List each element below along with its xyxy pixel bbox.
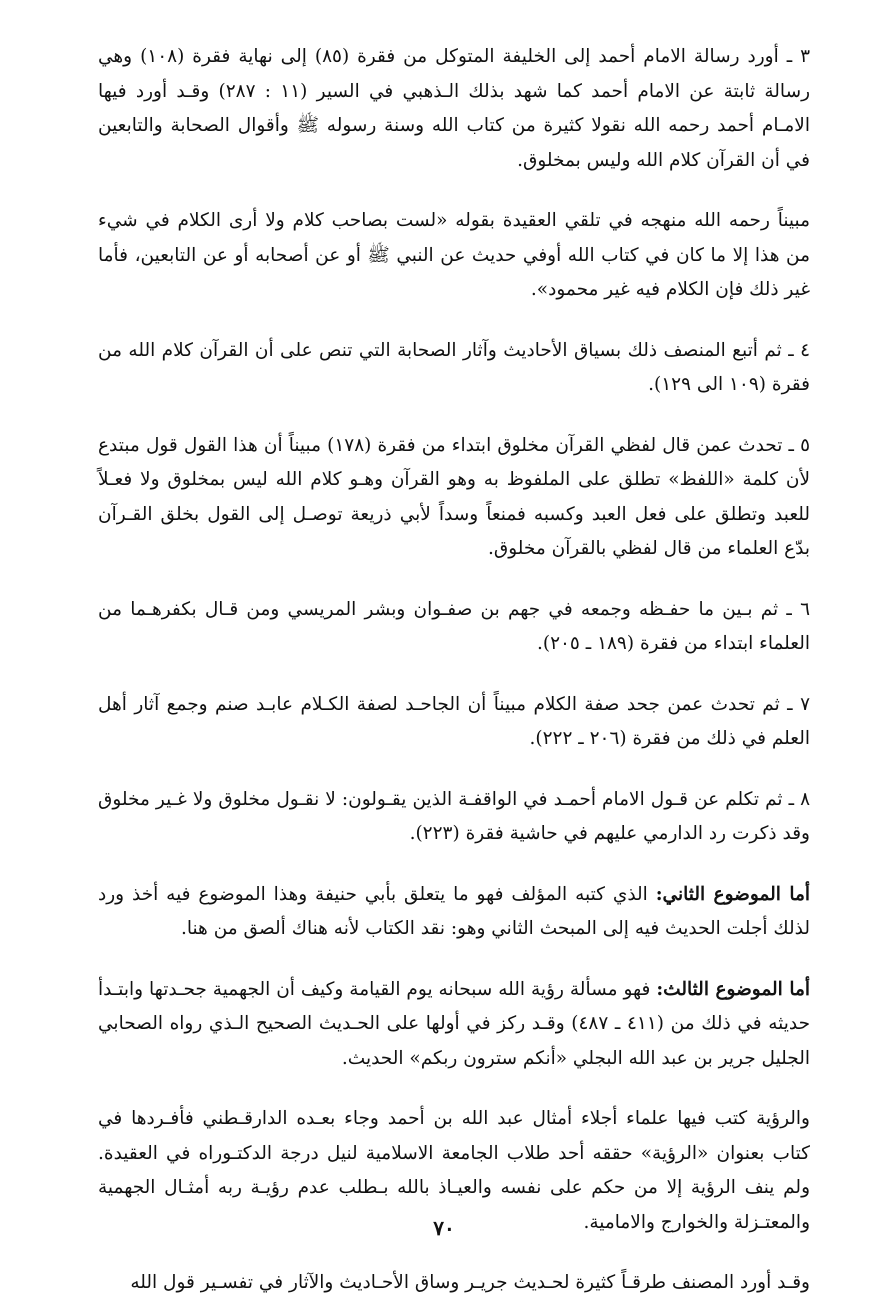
paragraph-text: وقـد أورد المصنف طرقـاً كثيرة لحـديث جريـر وساق الأحـاديث والآثار في تفسـير قول الله (130, 1272, 810, 1293)
paragraph-third-topic (98, 973, 810, 1077)
paragraph-item-6 (98, 593, 810, 662)
paragraph-text: ٨ ـ ثم تكلم عن قـول الامام أحمـد في الواقفـة الذين يقـولون: لا نقـول مخلوق ولا غـير مخلوق وقد ذكرت رد الدارمي عليهم في حاشية فقرة (٢٢٣). (98, 788, 810, 844)
paragraph-lead: أما الموضوع الثالث: (656, 978, 810, 1000)
paragraph-lead: أما الموضوع الثاني: (655, 883, 811, 905)
paragraph-text: ٦ ـ ثم بـين ما حفـظه وجمعه في جهم بن صفـوان وبشر المريسي ومن قـال بكفرهـما من العلماء ابتداء من فقرة (١٨٩ ـ ٢٠٥). (98, 598, 810, 654)
paragraph-continuation (98, 1266, 810, 1301)
paragraph-item-5 (98, 429, 810, 567)
paragraph-item-4 (98, 334, 810, 403)
page-number: ٧٠ (433, 1216, 455, 1240)
paragraph-second-topic (98, 878, 810, 947)
paragraph-item-3 (98, 40, 810, 178)
paragraph-text: ٤ ـ ثم أتبع المنصف ذلك بسياق الأحاديث وآثار الصحابة التي تنص على أن القرآن كلام الله من فقرة (١٠٩ الى ١٢٩). (98, 339, 810, 395)
document-page (0, 40, 888, 1293)
paragraph-text: ٥ ـ تحدث عمن قال لفظي القرآن مخلوق ابتداء من فقرة (١٧٨) مبيناً أن هذا القول قول مبتدع لأن كلمة «اللفظ» تطلق على الملفوظ به وهو القرآن وهـو كلام الله ليس بمخلوق ولا فعـلاً للعبد وتطلق على فعل العبد وكسبه فمنعاً وسداً لأبي ذريعة توصـل إلى القول بخلق القـرآن بدّع العلماء من قال لفظي بالقرآن مخلوق. (98, 434, 810, 559)
paragraph-text: والرؤية كتب فيها علماء أجلاء أمثال عبد الله بن أحمد وجاء بعـده الدارقـطني فأفـردها في كتاب بعنوان «الرؤية» حققه أحد طلاب الجامعة الاسلامية لنيل درجة الدكتـوراه في العقيدة. ولم ينف الرؤية إلا من حكم على نفسه والعيـاذ بالله بـطلب عدم رؤيـة ربه أمثـال الجهمية والمعتـزلة والخوارج والامامية. (98, 1108, 810, 1233)
paragraph-text: الذي كتبه المؤلف فهو ما يتعلق بأبي حنيفة وهذا الموضوع فيه أخذ ورد لذلك أجلت الحديث فيه إلى المبحث الثاني وهو: نقد الكتاب لأنه هناك ألصق من هنا. (98, 883, 810, 939)
paragraph-text: فهو مسألة رؤية الله سبحانه يوم القيامة وكيف أن الجهمية جحـدتها وابتـدأ حديثه في ذلك من (٤١١ ـ ٤٨٧) وقـد ركز في أولها على الحـديث الصحيح الـذي رواه الصحابي الجليل جرير بن عبد الله البجلي «أنكم سترون ربكم» الحديث. (98, 978, 811, 1069)
paragraph-text: مبيناً رحمه الله منهجه في تلقي العقيدة بقوله «لست بصاحب كلام ولا أرى الكلام في شيء من هذا إلا ما كان في كتاب الله أوفي حديث عن النبي ﷺ أو عن أصحابه أو عن التابعين، فأما غير ذلك فإن الكلام فيه غير محمود». (98, 210, 810, 300)
paragraph-item-7 (98, 688, 810, 757)
paragraph-text: ٧ ـ ثم تحدث عمن جحد صفة الكلام مبيناً أن الجاحـد لصفة الكـلام عابـد صنم وجمع آثار أهل العلم في ذلك من فقرة (٢٠٦ ـ ٢٢٢). (98, 693, 810, 749)
paragraph-item-8 (98, 783, 810, 852)
paragraph-text: ٣ ـ أورد رسالة الامام أحمد إلى الخليفة المتوكل من فقرة (٨٥) إلى نهاية فقرة (١٠٨) وهي رسالة ثابتة عن الامام أحمد كما شهد بذلك الـذهبي في السير (١١ : ٢٨٧) وقـد أورد فيها الامـام أحمد رحمه الله نقولا كثيرة من كتاب الله وسنة رسوله ﷺ وأقوال الصحابة والتابعين في أن القرآن كلام الله وليس بمخلوق. (98, 46, 811, 171)
paragraph-methodology-quote (98, 204, 810, 308)
